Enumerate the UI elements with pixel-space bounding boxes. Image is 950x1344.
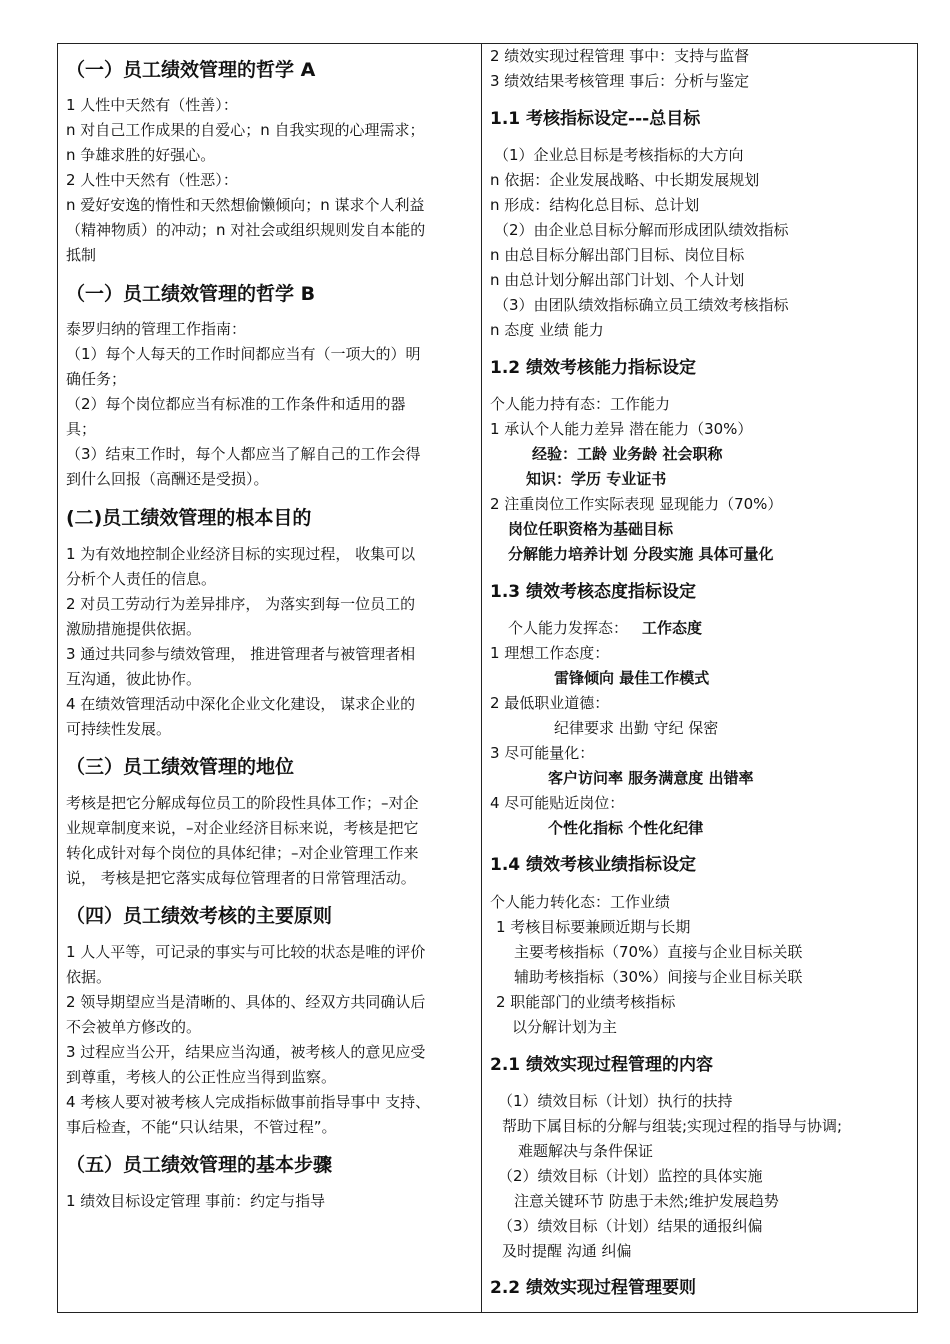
text-line: 以分解计划为主	[512, 1018, 618, 1036]
text-line: 4 在绩效管理活动中深化企业文化建设， 谋求企业的	[66, 695, 416, 713]
text-line: （2）每个岗位都应当有标准的工作条件和适用的器	[66, 395, 406, 413]
column-divider	[481, 43, 482, 1313]
text-line: 1 绩效目标设定管理 事前：约定与指导	[66, 1192, 326, 1210]
text-line: 主要考核指标（70%）直接与企业目标关联	[514, 943, 803, 961]
text-line: n 争雄求胜的好强心。	[66, 146, 216, 164]
text-line: 2 注重岗位工作实际表现 显现能力（70%）	[490, 495, 783, 513]
text-line: 纪律要求 出勤 守纪 保密	[554, 719, 719, 737]
text-line: （3）由团队绩效指标确立员工绩效考核指标	[494, 296, 789, 314]
section-title: （三）员工绩效管理的地位	[66, 756, 295, 778]
text-line: 1 承认个人能力差异 潜在能力（30%）	[490, 420, 753, 438]
text-line: 工作态度	[642, 619, 703, 637]
text-line: 2 职能部门的业绩考核指标	[496, 993, 676, 1011]
text-line: 可持续性发展。	[66, 720, 172, 738]
text-line: 雷锋倾向 最佳工作模式	[554, 669, 710, 687]
text-line: 1 理想工作态度：	[490, 644, 610, 662]
text-line: 到什么回报（高酬还是受损）。	[66, 470, 269, 488]
text-line: 泰罗归纳的管理工作指南：	[66, 320, 247, 338]
text-line: 1 为有效地控制企业经济目标的实现过程， 收集可以	[66, 545, 416, 563]
text-line: 考核是把它分解成每位员工的阶段性具体工作；–对企	[66, 794, 419, 812]
text-line: n 爱好安逸的惰性和天然想偷懒倾向；n 谋求个人利益	[66, 196, 425, 214]
section-title: 1.3 绩效考核态度指标设定	[490, 582, 697, 602]
text-line: （1）企业总目标是考核指标的大方向	[494, 146, 744, 164]
text-line: 抵制	[66, 246, 97, 264]
text-line: （精神物质）的冲动；n 对社会或组织规则发自本能的	[66, 221, 426, 239]
text-line: 激励措施提供依据。	[66, 620, 202, 638]
text-line: 转化成针对每个岗位的具体纪律；–对企业管理工作来	[66, 844, 419, 862]
text-line: 3 过程应当公开，结果应当沟通，被考核人的意见应受	[66, 1043, 426, 1061]
text-line: 及时提醒 沟通 纠偏	[502, 1242, 632, 1260]
text-line: 2 最低职业道德：	[490, 694, 610, 712]
text-line: 事后检查，不能“只认结果，不管过程”。	[66, 1118, 337, 1136]
text-line: 个性化指标 个性化纪律	[548, 819, 704, 837]
text-line: （1）绩效目标（计划）执行的扶持	[498, 1092, 733, 1110]
text-line: 3 通过共同参与绩效管理， 推进管理者与被管理者相	[66, 645, 416, 663]
text-line: （3）绩效目标（计划）结果的通报纠偏	[498, 1217, 763, 1235]
text-line: 个人能力转化态：工作业绩	[490, 893, 671, 911]
text-line: 辅助考核指标（30%）间接与企业目标关联	[514, 968, 803, 986]
section-title: （五）员工绩效管理的基本步骤	[66, 1154, 333, 1176]
text-line: 依据。	[66, 968, 112, 986]
section-title: 1.2 绩效考核能力指标设定	[490, 358, 697, 378]
text-line: 难题解决与条件保证	[518, 1142, 654, 1160]
text-line: 岗位任职资格为基础目标	[508, 520, 674, 538]
text-line: 不会被单方修改的。	[66, 1018, 202, 1036]
text-line: 1 人性中天然有（性善）：	[66, 96, 238, 114]
text-line: 分析个人责任的信息。	[66, 570, 217, 588]
section-title: (二)员工绩效管理的根本目的	[66, 507, 312, 529]
text-line: 帮助下属目标的分解与组装;实现过程的指导与协调;	[502, 1117, 843, 1135]
text-line: 业规章制度来说，–对企业经济目标来说，考核是把它	[66, 819, 419, 837]
text-line: 2 领导期望应当是清晰的、具体的、经双方共同确认后	[66, 993, 426, 1011]
text-line: 确任务；	[66, 370, 127, 388]
text-line: n 态度 业绩 能力	[490, 321, 604, 339]
text-line: 知识：学历 专业证书	[526, 470, 667, 488]
text-line: n 依据：企业发展战略、中长期发展规划	[490, 171, 760, 189]
text-line: 经验：工龄 业务龄 社会职称	[532, 445, 723, 463]
text-line: 互沟通，彼此协作。	[66, 670, 202, 688]
text-line: 2 对员工劳动行为差异排序， 为落实到每一位员工的	[66, 595, 416, 613]
section-title: 1.4 绩效考核业绩指标设定	[490, 855, 697, 875]
text-line: 3 绩效结果考核管理 事后：分析与鉴定	[490, 72, 750, 90]
section-title: （一）员工绩效管理的哲学 A	[66, 59, 316, 81]
text-line: 3 尽可能量化：	[490, 744, 595, 762]
text-line: n 形成：结构化总目标、总计划	[490, 196, 700, 214]
text-line: n 由总目标分解出部门目标、岗位目标	[490, 246, 745, 264]
text-line: 说， 考核是把它落实成每位管理者的日常管理活动。	[66, 869, 416, 887]
text-line: 2 人性中天然有（性恶）：	[66, 171, 238, 189]
text-line: （1）每个人每天的工作时间都应当有（一项大的）明	[66, 345, 421, 363]
text-line: 4 尽可能贴近岗位：	[490, 794, 625, 812]
text-line: （2）由企业总目标分解而形成团队绩效指标	[494, 221, 789, 239]
text-line: 注意关键环节 防患于未然;维护发展趋势	[514, 1192, 779, 1210]
text-line: 到尊重，考核人的公正性应当得到监察。	[66, 1068, 337, 1086]
section-title: 2.2 绩效实现过程管理要则	[490, 1278, 697, 1298]
section-title: （一）员工绩效管理的哲学 B	[66, 283, 316, 305]
text-line: 客户访问率 服务满意度 出错率	[548, 769, 754, 787]
text-line: 个人能力发挥态：	[508, 619, 629, 637]
section-title: 2.1 绩效实现过程管理的内容	[490, 1055, 714, 1075]
text-line: 1 考核目标要兼顾近期与长期	[496, 918, 691, 936]
text-line: 2 绩效实现过程管理 事中：支持与监督	[490, 47, 750, 65]
text-line: 4 考核人要对被考核人完成指标做事前指导事中 支持、	[66, 1093, 431, 1111]
section-title: （四）员工绩效考核的主要原则	[66, 905, 333, 927]
text-line: n 由总计划分解出部门计划、个人计划	[490, 271, 745, 289]
section-title: 1.1 考核指标设定---总目标	[490, 109, 701, 129]
text-line: （3）结束工作时，每个人都应当了解自己的工作会得	[66, 445, 421, 463]
text-line: n 对自己工作成果的自爱心；n 自我实现的心理需求；	[66, 121, 425, 139]
text-line: 1 人人平等，可记录的事实与可比较的状态是唯的评价	[66, 943, 426, 961]
text-line: 个人能力持有态：工作能力	[490, 395, 671, 413]
text-line: （2）绩效目标（计划）监控的具体实施	[498, 1167, 763, 1185]
text-line: 具；	[66, 420, 97, 438]
text-line: 分解能力培养计划 分段实施 具体可量化	[508, 545, 774, 563]
